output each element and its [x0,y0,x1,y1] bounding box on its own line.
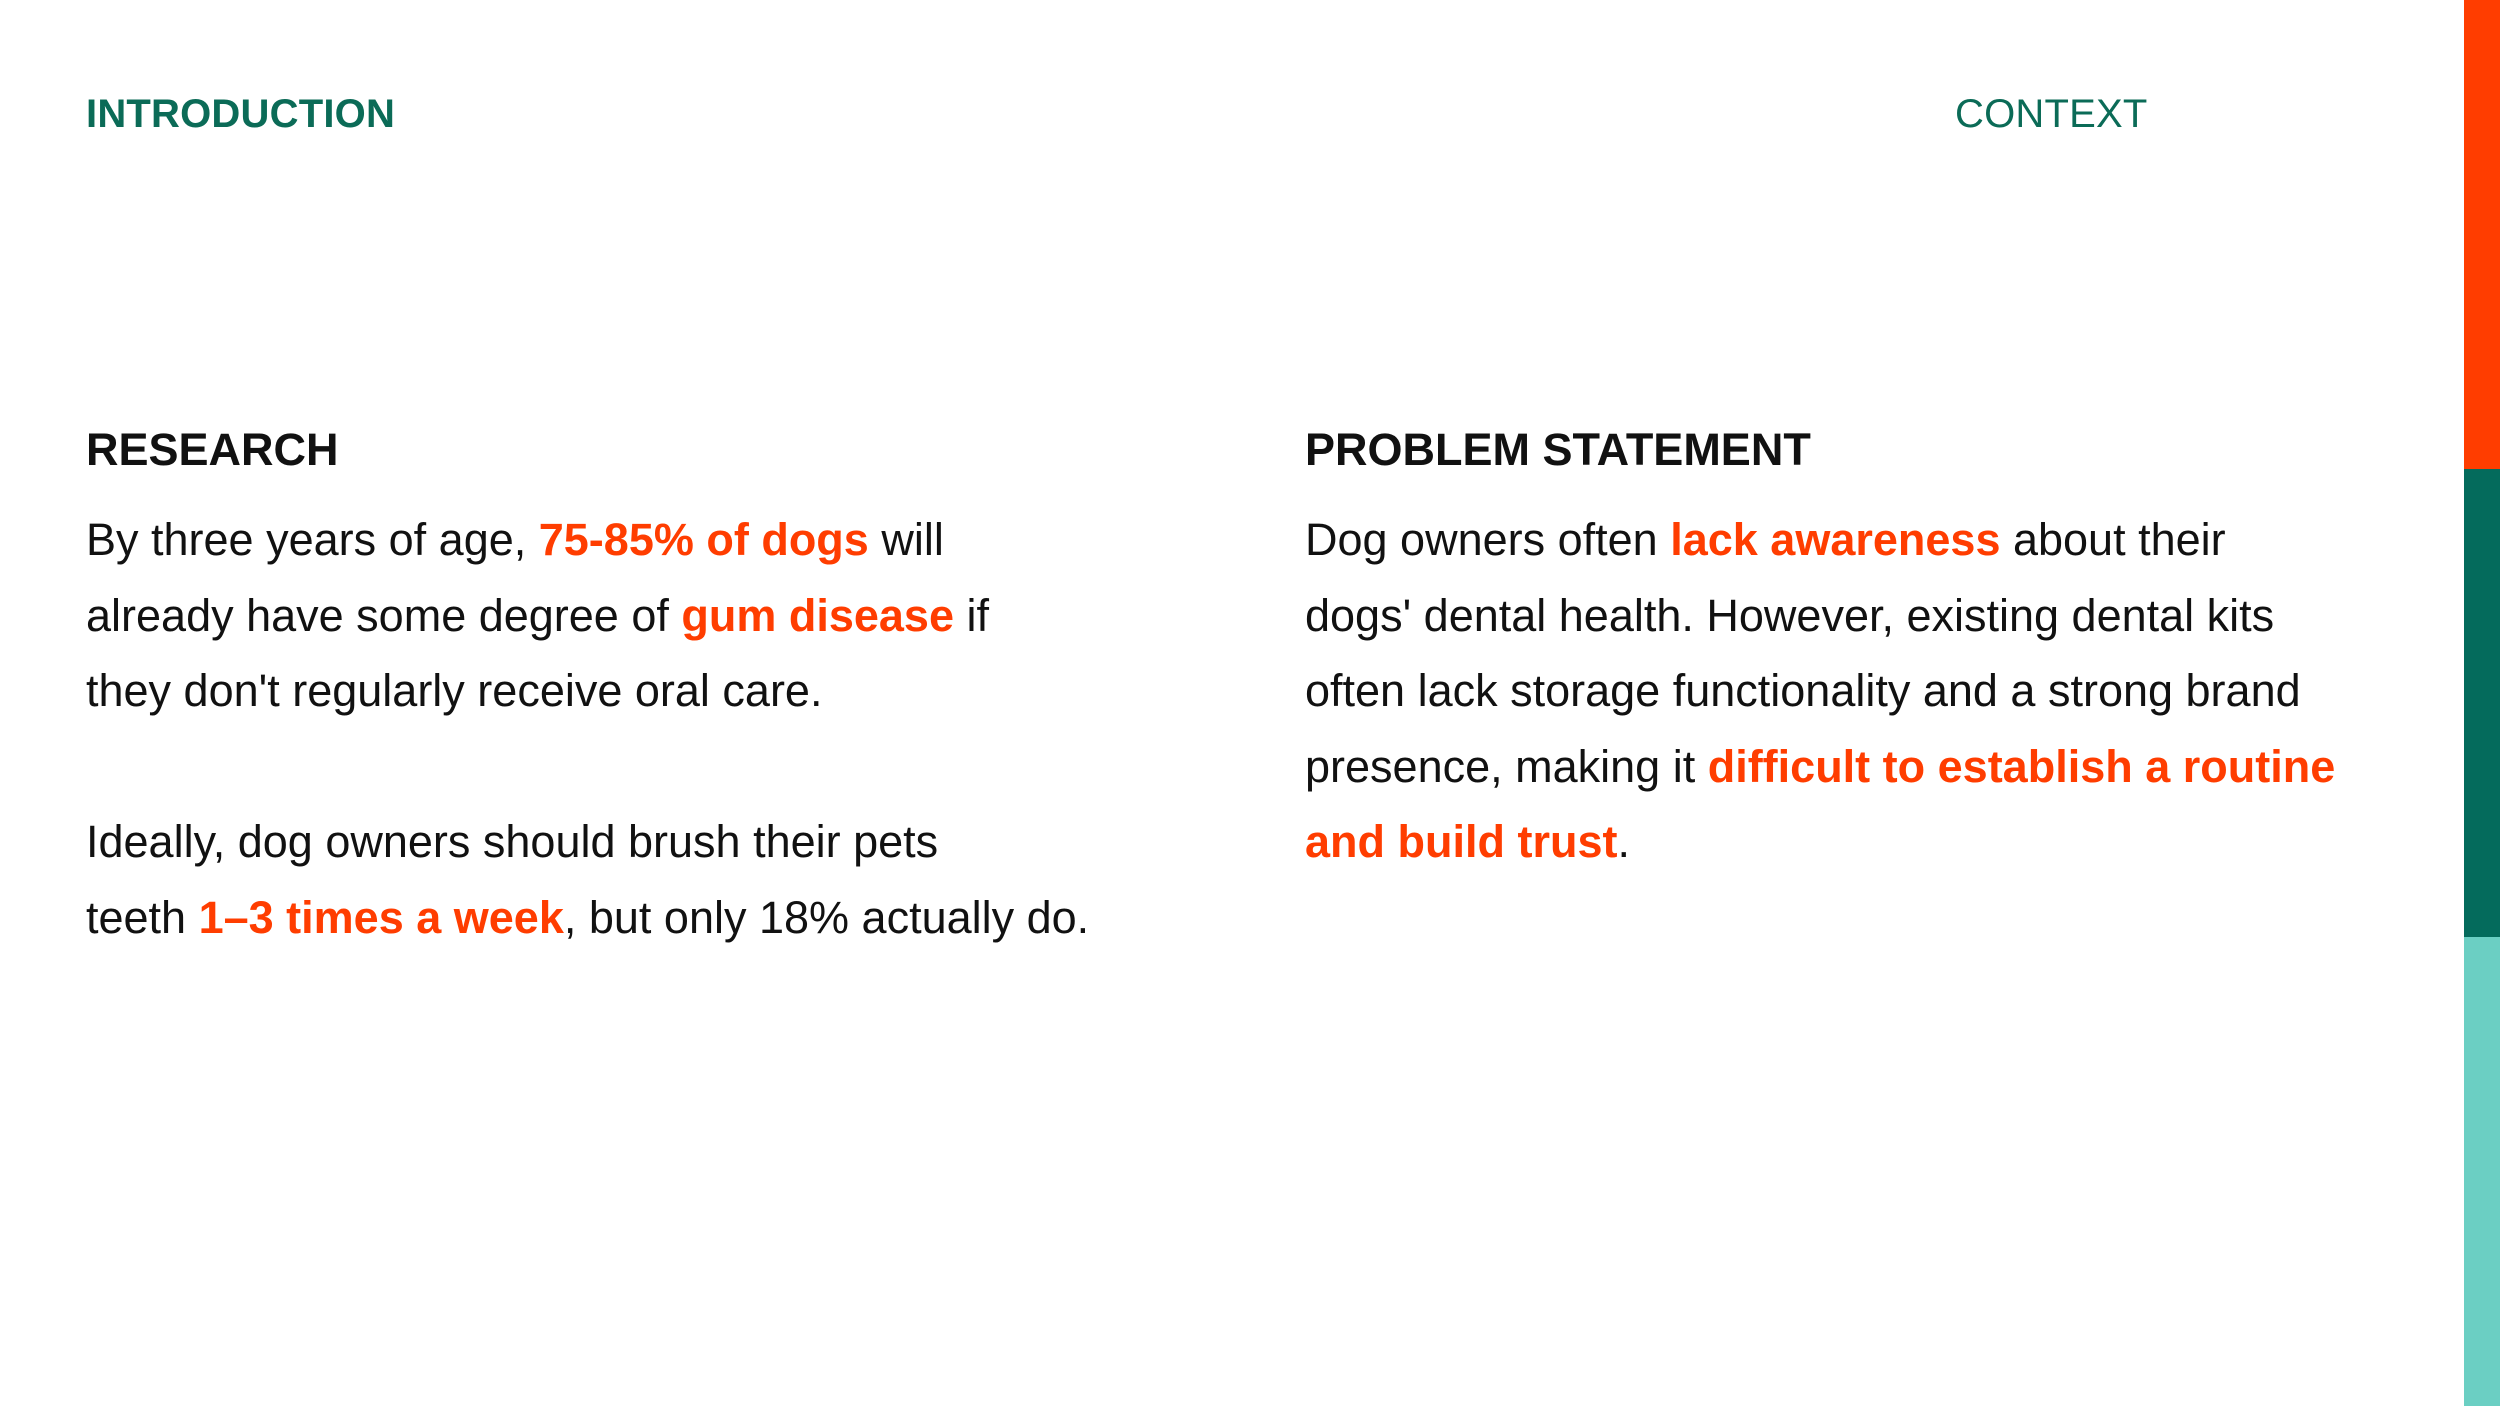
research-highlight-dogs-percentage: 75-85% of dogs [538,514,869,565]
research-p1-line2-end: if [954,589,990,641]
problem-line4-text: presence, making it [1305,740,1708,792]
research-p1-line3-text: they don't regularly receive oral care. [86,665,823,716]
research-paragraph-2 [86,804,1186,955]
research-highlight-gum-disease: gum disease [681,589,954,641]
stripe-teal [2464,937,2500,1406]
nav-introduction-label: INTRODUCTION [86,92,396,136]
problem-highlight-routine: difficult to establish a routine [1707,740,2336,792]
research-p1-line2-text: already have some degree of [86,589,682,641]
problem-highlight-lack-awareness: lack awareness [1670,514,2001,565]
paragraph-spacer [86,729,1186,805]
problem-line1-text: Dog owners often [1305,514,1671,565]
stripe-orange [2464,0,2500,469]
problem-line2-text: dogs' dental health. However, existing dental kits [1305,589,2275,641]
research-p2-line2-end: , but only 18% actually do. [563,891,1090,943]
problem-statement-section [1305,418,2405,880]
color-stripe-sidebar [2464,0,2500,1406]
problem-highlight-trust: and build trust [1305,816,1618,867]
research-section [86,418,1186,955]
research-highlight-brushing-frequency: 1–3 times a week [198,891,564,943]
research-p1-line1-end: will [868,514,944,565]
nav-context-label: CONTEXT [1955,92,2148,136]
research-p2-line1-text: Ideally, dog owners should brush their pets [86,816,939,867]
problem-statement-title: PROBLEM STATEMENT [1305,424,1811,475]
research-p1-line1-text: By three years of age, [86,514,539,565]
problem-line3-text: often lack storage functionality and a strong brand [1305,665,2301,716]
problem-statement-paragraph [1305,502,2405,880]
problem-line5-end: . [1617,816,1630,867]
stripe-dark-green [2464,469,2500,938]
research-paragraph-1 [86,502,1186,729]
research-p2-line2-text: teeth [86,891,199,943]
research-title: RESEARCH [86,424,339,475]
problem-line1-end: about their [2000,514,2226,565]
